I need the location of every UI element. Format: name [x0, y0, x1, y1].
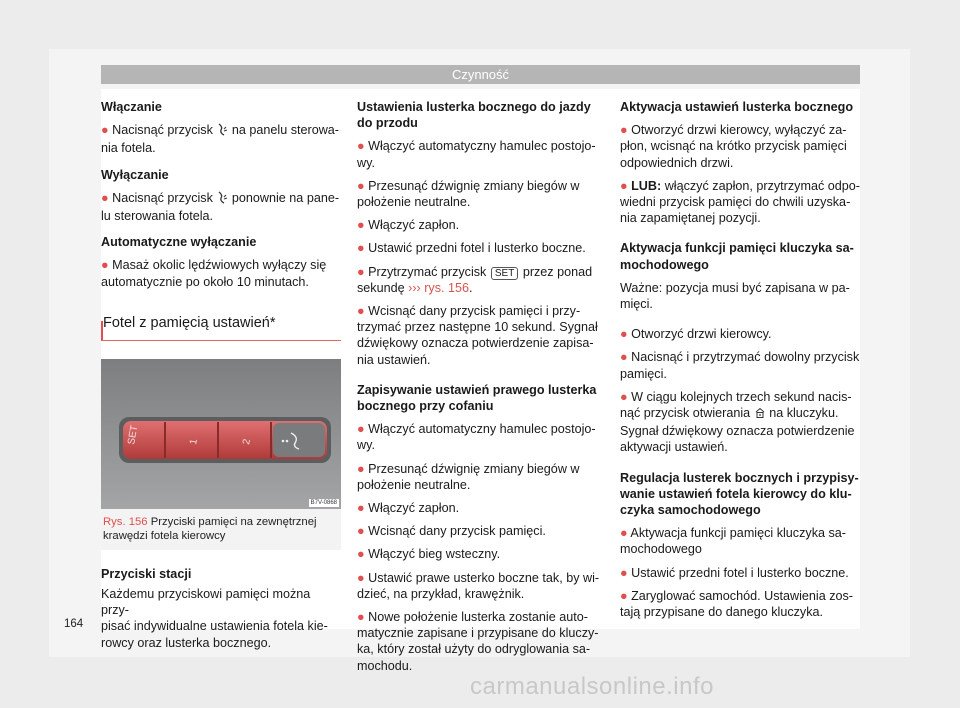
list-item: ● Nacisnąć i przytrzymać dowolny przycisk pamięci.	[620, 350, 860, 381]
bullet-icon: ●	[101, 123, 109, 138]
heading-mirror-activation: Aktywacja ustawień lusterka bocznego	[620, 100, 854, 114]
bullet-icon: ●	[620, 350, 628, 365]
bullet-icon: ●	[357, 570, 365, 585]
bullet-icon: ●	[357, 218, 365, 233]
heading-auto-off: Automatyczne wyłączanie	[101, 235, 257, 250]
paragraph-stations: Każdemu przyciskowi pamięci można przy- pisać indywidualne ustawienia fotela kie- rowcy oraz lusterka bocznego.	[101, 587, 328, 650]
bullet-icon: ●	[357, 178, 365, 193]
bullet-icon: ●	[101, 258, 109, 273]
bullet-icon: ●	[620, 389, 628, 404]
set-key-symbol: SET	[491, 267, 518, 280]
heading-key-assignment: Regulacja lusterek bocznych i przypisy- wanie ustawień fotela kierowcy do klu- czyka samochodowego	[620, 470, 859, 518]
bullet-icon: ●	[357, 241, 365, 256]
list-item: ● Masaż okolic lędźwiowych wyłączy się automatycznie po około 10 minutach.	[101, 258, 327, 289]
panel-label-2: 2	[241, 437, 253, 446]
bullet-icon: ●	[357, 524, 365, 539]
figure-caption: Rys. 156 Przyciski pamięci na zewnętrznej krawędzi fotela kierowcy	[101, 509, 341, 550]
list-item: ● Otworzyć drzwi kierowcy.	[620, 327, 772, 342]
heading-key-memory: Aktywacja funkcji pamięci kluczyka sa- mochodowego	[620, 241, 854, 272]
heading-stations: Przyciski stacji	[101, 566, 192, 581]
column-middle	[357, 89, 603, 674]
heading-mirror-reverse: Zapisywanie ustawień prawego lusterka bocznego przy cofaniu	[357, 382, 597, 414]
figure-code: B7V-0868	[310, 499, 337, 506]
list-item: ● Ustawić przedni fotel i lusterko boczne.	[620, 565, 849, 580]
list-item: ● Włączyć zapłon.	[357, 501, 460, 516]
list-item: ● Wcisnąć dany przycisk pamięci i przy- trzymać przez następne 10 sekund. Sygnał dźwiękowy oznacza potwierdzenie zapisa- nia ustawień.	[357, 304, 598, 367]
list-item: ● Ustawić przedni fotel i lusterko boczne.	[357, 241, 586, 256]
list-item: ● Nacisnąć przycisk na panelu sterowa- nia fotela.	[101, 123, 340, 156]
bullet-icon: ●	[101, 190, 109, 205]
panel-label-1: 1	[188, 437, 200, 446]
list-item: ● Włączyć zapłon.	[357, 218, 460, 233]
bullet-icon: ●	[620, 565, 628, 580]
bullet-icon: ●	[357, 264, 365, 279]
list-item: ● LUB: włączyć zapłon, przytrzymać odpo- wiedni przycisk pamięci do chwili uzyska- nia zapamiętanej pozycji.	[620, 178, 860, 226]
bullet-icon: ●	[620, 526, 628, 541]
bullet-icon: ●	[620, 588, 628, 603]
memory-panel-image	[101, 359, 341, 509]
bullet-icon: ●	[357, 139, 365, 154]
column-right	[620, 89, 860, 620]
page-number: 164	[64, 618, 84, 630]
list-item: ● Włączyć automatyczny hamulec postojo- wy.	[357, 139, 596, 170]
bullet-icon: ●	[357, 610, 365, 625]
list-item: ● Otworzyć drzwi kierowcy, wyłączyć za- płon, wcisnąć na krótko przycisk pamięci odpowiednich drzwi.	[620, 123, 847, 170]
unlock-icon	[754, 407, 766, 423]
figure-reference-link[interactable]: rys. 156	[424, 280, 470, 295]
page-header: Czynność	[101, 65, 860, 84]
heading-mirror-forward: Ustawienia lusterka bocznego do jazdy do przodu	[357, 100, 591, 131]
panel-label-set: SET	[126, 424, 141, 446]
list-item: ● Nacisnąć przycisk ponownie na pane- lu sterowania fotela.	[101, 190, 340, 224]
section-divider	[101, 340, 341, 341]
bullet-icon: ●	[357, 501, 365, 516]
figure-memory-buttons	[101, 359, 341, 509]
bullet-icon: ●	[357, 461, 365, 476]
page-content	[101, 89, 860, 673]
heading-on: Włączanie	[101, 100, 162, 114]
list-item: ● Wcisnąć dany przycisk pamięci.	[357, 524, 546, 539]
list-item: ● Przytrzymać przycisk SET przez ponad sekundę ››› rys. 156.	[357, 264, 593, 295]
cross-reference-arrow: ›››	[408, 280, 421, 295]
list-item: ● Aktywacja funkcji pamięci kluczyka sa- mochodowego	[620, 526, 846, 557]
list-item: ● Włączyć automatyczny hamulec postojo- wy.	[357, 422, 596, 453]
list-item: ● Ustawić prawe usterko boczne tak, by wi- dzieć, na przykład, krawężnik.	[357, 570, 600, 601]
section-title: Fotel z pamięcią ustawień*	[103, 314, 276, 331]
bullet-icon: ●	[357, 304, 365, 319]
site-watermark: carmanualsonline.info	[470, 673, 714, 700]
column-left	[101, 89, 341, 651]
bullet-icon: ●	[620, 178, 628, 193]
lumbar-massage-icon	[216, 123, 228, 140]
list-item: ● Przesunąć dźwignię zmiany biegów w położenie neutralne.	[357, 178, 580, 210]
paragraph-note: Ważne: pozycja musi być zapisana w pa- mięci.	[620, 280, 850, 312]
bullet-icon: ●	[357, 422, 365, 437]
list-item: ● Zaryglować samochód. Ustawienia zos- tają przypisane do danego kluczyka.	[620, 588, 853, 620]
bullet-icon: ●	[620, 327, 628, 342]
bullet-icon: ●	[620, 123, 628, 138]
list-item: ● Nowe położenie lusterka zostanie auto- matycznie zapisane i przypisane do kluczy- ka, który został użyty do odryglowania sa- mochodu.	[357, 610, 599, 673]
bullet-icon: ●	[357, 547, 365, 562]
heading-off: Wyłączanie	[101, 167, 169, 182]
list-item: ● W ciągu kolejnych trzech sekund nacis- nąć przycisk otwierania na kluczyku. Sygnał dźwiękowy oznacza potwierdzenie aktywacji ustawień.	[620, 389, 855, 455]
list-item: ● Przesunąć dźwignię zmiany biegów w położenie neutralne.	[357, 461, 580, 492]
lumbar-massage-icon	[216, 191, 228, 208]
list-item: ● Włączyć bieg wsteczny.	[357, 547, 501, 562]
